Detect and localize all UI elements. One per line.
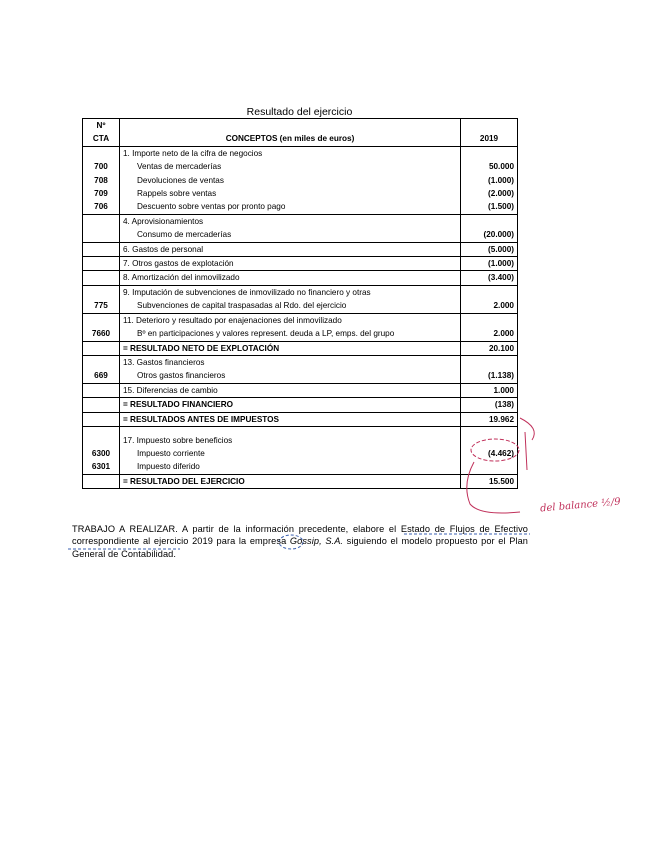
header-row-1	[83, 119, 518, 133]
table-row	[83, 313, 518, 327]
row-value: 15.500	[461, 474, 518, 488]
row-value: 19.962	[461, 412, 518, 426]
row-concept: = RESULTADO DEL EJERCICIO	[120, 474, 461, 488]
header-row-2	[83, 132, 518, 146]
row-concept	[120, 174, 461, 187]
table-row	[83, 242, 518, 256]
table-row	[83, 146, 518, 160]
row-concept-text: Devoluciones de ventas	[137, 175, 224, 185]
table-row	[83, 160, 518, 173]
row-cta	[83, 355, 120, 369]
income-statement-table	[82, 118, 518, 489]
table-row	[83, 299, 518, 313]
row-value: (1.000)	[461, 174, 518, 187]
row-cta	[83, 146, 120, 160]
table-row	[83, 228, 518, 242]
task-text-1: A partir de la información precedente, elabore el Estado de Flujos de Efectivo correspondiente al ejercicio 2019 para la empresa	[72, 524, 528, 547]
row-concept-text: Subvenciones de capital traspasadas al Rdo. del ejercicio	[137, 301, 347, 311]
row-cta: 6301	[83, 460, 120, 474]
row-cta: 7660	[83, 327, 120, 341]
row-cta: 706	[83, 200, 120, 214]
row-value: (3.400)	[461, 271, 518, 285]
row-concept-text: Impuesto diferido	[137, 462, 200, 472]
row-value: (20.000)	[461, 228, 518, 242]
row-concept: 4. Aprovisionamientos	[120, 214, 461, 228]
row-cta	[83, 398, 120, 412]
row-value	[461, 214, 518, 228]
row-value: 1.000	[461, 383, 518, 397]
row-concept: 15. Diferencias de cambio	[120, 383, 461, 397]
row-concept-text: Descuento sobre ventas por pronto pago	[137, 202, 286, 212]
task-company: Gossip, S.A.	[289, 536, 344, 547]
concepts-header: CONCEPTOS (en miles de euros)	[120, 132, 461, 146]
row-cta	[83, 426, 120, 447]
row-cta	[83, 257, 120, 271]
row-concept: = RESULTADOS ANTES DE IMPUESTOS	[120, 412, 461, 426]
table-row	[83, 341, 518, 355]
row-concept: = RESULTADO NETO DE EXPLOTACIÓN	[120, 341, 461, 355]
row-concept	[120, 200, 461, 214]
handwritten-note: del balance ½/9	[539, 496, 622, 515]
row-cta: 775	[83, 299, 120, 313]
table-title: Resultado del ejercicio	[246, 106, 353, 118]
row-value: (5.000)	[461, 242, 518, 256]
row-concept-text: Otros gastos financieros	[137, 371, 226, 381]
row-value: (138)	[461, 398, 518, 412]
row-concept: 6. Gastos de personal	[120, 242, 461, 256]
row-value: (2.000)	[461, 187, 518, 200]
table-row	[83, 398, 518, 412]
row-value: 2.000	[461, 299, 518, 313]
table-row	[83, 412, 518, 426]
table-row	[83, 174, 518, 187]
row-value	[461, 426, 518, 447]
row-cta: 709	[83, 187, 120, 200]
row-concept	[120, 369, 461, 383]
table-row	[83, 474, 518, 488]
table-row	[83, 383, 518, 397]
row-concept: 8. Amortización del inmovilizado	[120, 271, 461, 285]
row-cta	[83, 285, 120, 299]
arrow-mark-tax	[520, 418, 534, 470]
row-concept-text: Consumo de mercaderías	[137, 230, 232, 240]
row-concept	[120, 228, 461, 242]
row-value: 2.000	[461, 327, 518, 341]
row-value	[461, 285, 518, 299]
row-value: (1.500)	[461, 200, 518, 214]
row-concept: 9. Imputación de subvenciones de inmovilizado no financiero y otras	[120, 285, 461, 299]
row-concept: = RESULTADO FINANCIERO	[120, 398, 461, 412]
row-value	[461, 313, 518, 327]
year-header: 2019	[461, 132, 518, 146]
row-concept-text: Ventas de mercaderías	[137, 162, 222, 172]
row-concept: 1. Importe neto de la cifra de negocios	[120, 146, 461, 160]
row-concept-text: Bº en participaciones y valores represent. deuda a LP, emps. del grupo	[137, 329, 395, 339]
row-concept	[120, 447, 461, 460]
row-value	[461, 460, 518, 474]
table-row	[83, 327, 518, 341]
table-row	[83, 285, 518, 299]
table-row	[83, 271, 518, 285]
row-value: (4.462)	[461, 447, 518, 460]
row-concept-text: Rappels sobre ventas	[137, 189, 217, 199]
row-cta	[83, 412, 120, 426]
task-paragraph	[72, 523, 528, 560]
row-value: 50.000	[461, 160, 518, 173]
row-concept	[120, 299, 461, 313]
row-cta	[83, 228, 120, 242]
table-row	[83, 369, 518, 383]
table-row	[83, 426, 518, 447]
table-row	[83, 355, 518, 369]
row-value: (1.000)	[461, 257, 518, 271]
row-concept-text: Impuesto corriente	[137, 448, 205, 458]
row-concept: 7. Otros gastos de explotación	[120, 257, 461, 271]
task-lead: TRABAJO A REALIZAR.	[72, 524, 178, 534]
row-value	[461, 146, 518, 160]
row-concept: 17. Impuesto sobre beneficios	[120, 426, 461, 447]
row-cta	[83, 271, 120, 285]
row-cta	[83, 313, 120, 327]
row-value	[461, 355, 518, 369]
row-cta: 669	[83, 369, 120, 383]
table-row	[83, 447, 518, 460]
row-concept	[120, 327, 461, 341]
row-cta	[83, 383, 120, 397]
table-row	[83, 200, 518, 214]
row-value: (1.138)	[461, 369, 518, 383]
row-concept: 11. Deterioro y resultado por enajenaciones del inmovilizado	[120, 313, 461, 327]
table-row	[83, 187, 518, 200]
table-row	[83, 257, 518, 271]
row-cta	[83, 214, 120, 228]
row-cta	[83, 474, 120, 488]
row-cta: 6300	[83, 447, 120, 460]
row-concept	[120, 460, 461, 474]
cta-header-line2: CTA	[83, 132, 120, 146]
row-concept	[120, 187, 461, 200]
row-concept	[120, 160, 461, 173]
row-cta: 700	[83, 160, 120, 173]
cta-header-line1: Nº	[83, 119, 120, 133]
row-cta	[83, 341, 120, 355]
row-value: 20.100	[461, 341, 518, 355]
row-concept: 13. Gastos financieros	[120, 355, 461, 369]
task-text-2: siguiendo el modelo propuesto por el Plan General de Contabilidad.	[72, 536, 529, 559]
row-cta: 708	[83, 174, 120, 187]
table-row	[83, 460, 518, 474]
table-row	[83, 214, 518, 228]
row-cta	[83, 242, 120, 256]
